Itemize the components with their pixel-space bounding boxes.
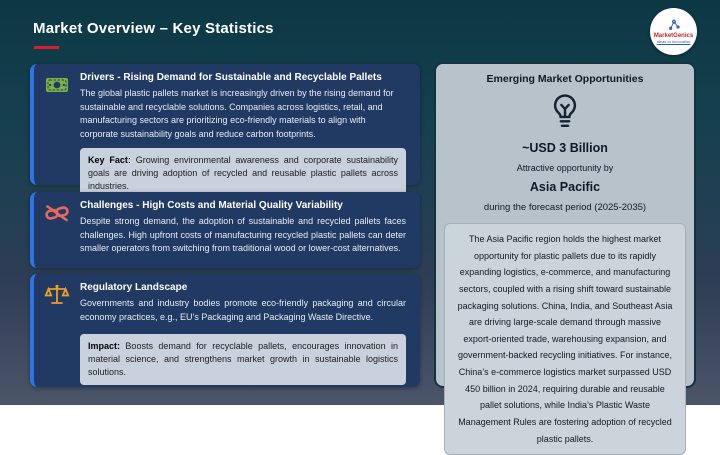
molecule-icon (666, 18, 682, 32)
regulatory-card-title: Regulatory Landscape (80, 282, 188, 293)
drivers-card (30, 64, 420, 192)
regulatory-card (30, 274, 420, 387)
key-fact-text: Growing environmental awareness and corporate sustainability goals are driving adoption of recycled and reusable plastic pallets across industries. (88, 155, 399, 192)
logo-tagline-text: Ideas to Innovation (656, 38, 691, 44)
challenges-card-title: Challenges - High Costs and Material Quality Variability (80, 200, 343, 211)
challenges-card (30, 192, 420, 268)
lightbulb-icon (548, 92, 582, 135)
banknote-icon (34, 64, 80, 185)
brand-logo (650, 8, 697, 55)
opportunity-period: during the forecast period (2025-2035) (483, 202, 647, 213)
key-fact-label: Key Fact: (88, 155, 131, 165)
regulatory-card-body: Governments and industry bodies promote eco-friendly packaging and circular economy practices, e.g., EU’s Packaging and Packaging Waste Directive. (80, 298, 406, 322)
drivers-card-content (80, 64, 420, 192)
challenges-card-content (80, 192, 420, 268)
title-accent-underline (34, 46, 59, 49)
impact-text: Boosts demand for recyclable pallets, encourages innovation in material science, and strengthens market growth in sustainable logistics solutions. (88, 341, 398, 378)
impact-label: Impact: (88, 341, 121, 351)
challenges-card-body: Despite strong demand, the adoption of sustainable and recycled pallets faces challenges. High upfront costs of manufacturing recycled plastic pallets can deter smaller operators from switching from traditional wood or lower-cost alternatives. (80, 216, 406, 253)
broken-link-icon (34, 192, 80, 268)
drivers-card-title: Drivers - Rising Demand for Sustainable and Recyclable Pallets (80, 72, 382, 83)
opportunities-panel (434, 62, 696, 444)
opportunity-subtitle: Attractive opportunity by (516, 163, 614, 173)
regulatory-card-content (80, 274, 420, 387)
logo-brand-text: MarketGenics (653, 33, 694, 40)
page-title: Market Overview – Key Statistics (33, 20, 274, 37)
impact-callout (80, 334, 406, 385)
opportunities-panel-title: Emerging Market Opportunities (486, 73, 644, 85)
opportunity-description: The Asia Pacific region holds the highest market opportunity for plastic pallets due to its rapidly expanding logistics, e-commerce, and manufacturing sectors, coupled with a rising shift toward sustainable packaging solutions. China, India, and Southeast Asia are driving large-scale demand through massive export-oriented trade, warehousing expansion, and government-backed recycling initiatives. For instance, China’s e-commerce logistics market surpassed USD 450 billion in 2024, requiring durable and reusable pallet solutions, while India’s Plastic Waste Management Rules are fostering adoption of recycled plastic pallets. (444, 223, 686, 455)
opportunity-value: ~USD 3 Billion (522, 141, 608, 155)
opportunity-region: Asia Pacific (529, 180, 601, 194)
drivers-card-body: The global plastic pallets market is increasingly driven by the rising demand for sustainable and recyclable solutions. Companies across logistics, retail, and manufacturing sectors are prioritizing eco-friendly materials to align with corporate sustainability goals and reduce carbon footprints. (80, 88, 394, 139)
scales-icon (34, 274, 80, 387)
